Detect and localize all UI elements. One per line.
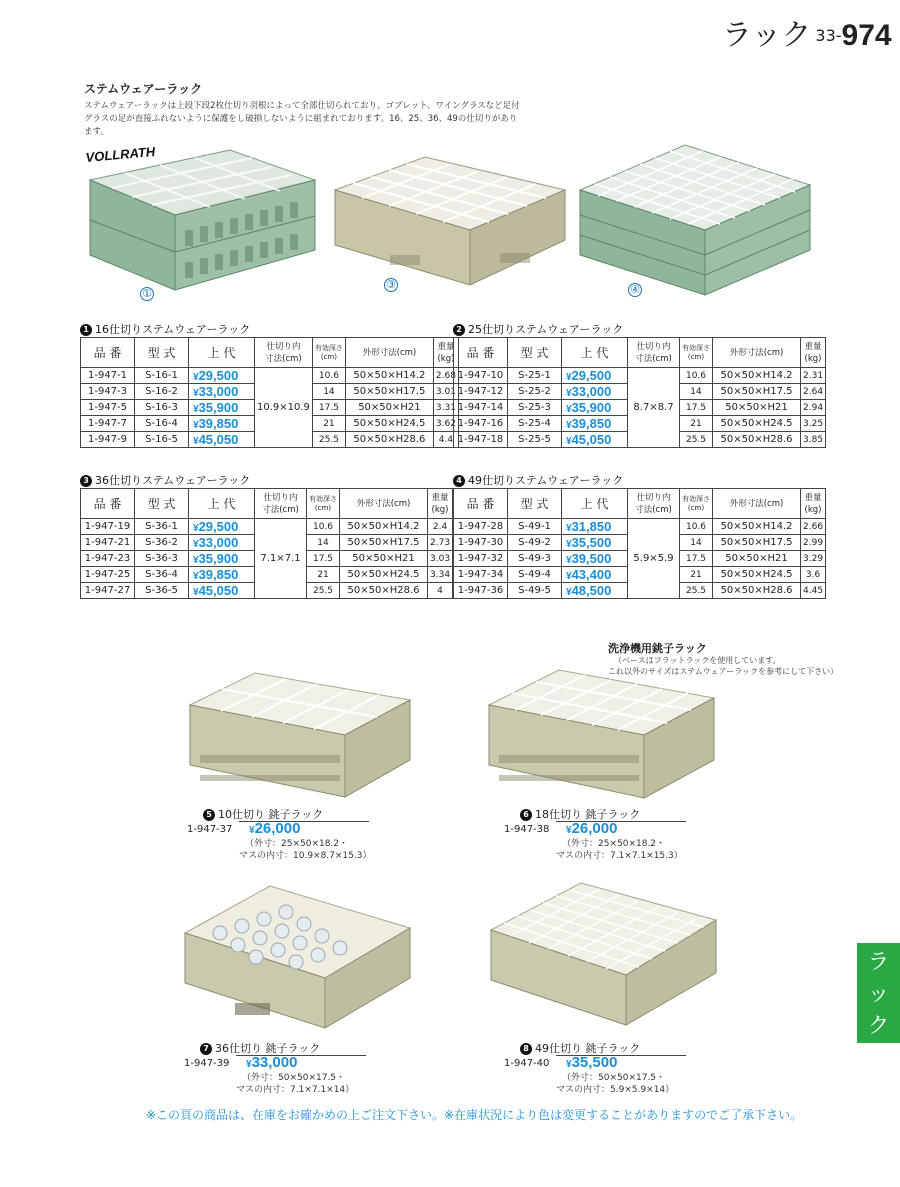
section-title: ステムウェアーラック xyxy=(84,82,203,96)
model-cell: S-25-2 xyxy=(508,384,562,400)
col-partition: 仕切り内 寸法(cm) xyxy=(255,489,307,519)
depth-cell: 14 xyxy=(680,535,713,551)
outer-cell: 50×50×H21 xyxy=(713,400,801,416)
depth-cell: 21 xyxy=(680,416,713,432)
price-cell: ¥39,850 xyxy=(189,567,255,583)
weight-cell: 4.45 xyxy=(801,583,826,599)
item-no-cell: 1-947-18 xyxy=(454,432,508,448)
chopper-note-1: （外寸：50×50×17.5・ xyxy=(242,1073,346,1083)
outer-cell: 50×50×H14.2 xyxy=(713,519,801,535)
model-cell: S-49-5 xyxy=(508,583,562,599)
item-no-cell: 1-947-5 xyxy=(81,400,135,416)
item-no-cell: 1-947-7 xyxy=(81,416,135,432)
table-title-36: 3 36仕切りステムウェアーラック xyxy=(80,472,250,488)
price-cell: ¥29,500 xyxy=(189,368,255,384)
col-model: 型 式 xyxy=(508,489,562,519)
item-no-cell: 1-947-14 xyxy=(454,400,508,416)
weight-cell: 4.4 xyxy=(433,432,458,448)
weight-cell: 2.4 xyxy=(428,519,453,535)
col-partition: 仕切り内 寸法(cm) xyxy=(255,338,313,368)
depth-cell: 10.6 xyxy=(680,368,713,384)
col-outer: 外形寸法(cm) xyxy=(345,338,433,368)
model-cell: S-49-2 xyxy=(508,535,562,551)
depth-cell: 10.6 xyxy=(307,519,340,535)
side-tab-rack[interactable] xyxy=(857,943,900,1043)
item-no-cell: 1-947-9 xyxy=(81,432,135,448)
partition-cell: 7.1×7.1 xyxy=(255,519,307,599)
table-title-25: 2 25仕切りステムウェアーラック xyxy=(453,321,623,337)
bullet-4: 4 xyxy=(453,475,465,487)
col-outer: 外形寸法(cm) xyxy=(340,489,428,519)
chopper-price: ¥26,000 xyxy=(566,820,618,837)
outer-cell: 50×50×H28.6 xyxy=(345,432,433,448)
chopper-note-1: （外寸：25×50×18.2・ xyxy=(245,839,349,849)
item-no-cell: 1-947-28 xyxy=(454,519,508,535)
weight-cell: 3.03 xyxy=(428,551,453,567)
bullet-6: 6 xyxy=(520,809,532,821)
item-no-cell: 1-947-25 xyxy=(81,567,135,583)
chopper-code: 1-947-38 xyxy=(504,824,550,835)
outer-cell: 50×50×H17.5 xyxy=(340,535,428,551)
depth-cell: 17.5 xyxy=(680,400,713,416)
weight-cell: 2.64 xyxy=(801,384,826,400)
outer-cell: 50×50×H17.5 xyxy=(345,384,433,400)
model-cell: S-25-4 xyxy=(508,416,562,432)
depth-cell: 25.5 xyxy=(680,583,713,599)
model-cell: S-25-3 xyxy=(508,400,562,416)
col-depth: 有効深さ (cm) xyxy=(312,338,345,368)
model-cell: S-49-3 xyxy=(508,551,562,567)
col-outer: 外形寸法(cm) xyxy=(713,338,801,368)
col-depth: 有効深さ (cm) xyxy=(680,338,713,368)
depth-cell: 10.6 xyxy=(312,368,345,384)
chopper-note-2: マスの内寸：10.9×8.7×15.3） xyxy=(239,851,372,861)
weight-cell: 3.34 xyxy=(428,567,453,583)
model-cell: S-36-3 xyxy=(135,551,189,567)
chopper-rack-photo-36 xyxy=(180,878,415,1033)
col-price: 上 代 xyxy=(562,489,628,519)
chopper-title: 8 49仕切り 銚子ラック xyxy=(520,1040,640,1056)
col-item-no: 品 番 xyxy=(81,338,135,368)
outer-cell: 50×50×H14.2 xyxy=(713,368,801,384)
washer-note-1: （ベースはフラットラックを使用しています。 xyxy=(614,656,781,665)
model-cell: S-16-4 xyxy=(135,416,189,432)
page-number: 974 xyxy=(841,19,892,52)
table-title-16: 1 16仕切りステムウェアーラック xyxy=(80,321,250,337)
price-cell: ¥39,850 xyxy=(562,416,628,432)
model-cell: S-49-1 xyxy=(508,519,562,535)
model-cell: S-16-5 xyxy=(135,432,189,448)
item-no-cell: 1-947-34 xyxy=(454,567,508,583)
washer-title: 洗浄機用銚子ラック xyxy=(608,642,707,655)
col-price: 上 代 xyxy=(189,489,255,519)
price-cell: ¥35,900 xyxy=(189,400,255,416)
outer-cell: 50×50×H24.5 xyxy=(340,567,428,583)
depth-cell: 17.5 xyxy=(680,551,713,567)
model-cell: S-36-2 xyxy=(135,535,189,551)
col-partition: 仕切り内 寸法(cm) xyxy=(628,338,680,368)
photo-label-4: ④ xyxy=(628,283,642,297)
model-cell: S-25-1 xyxy=(508,368,562,384)
outer-cell: 50×50×H28.6 xyxy=(713,583,801,599)
weight-cell: 3.01 xyxy=(433,384,458,400)
item-no-cell: 1-947-16 xyxy=(454,416,508,432)
price-cell: ¥35,900 xyxy=(562,400,628,416)
chopper-code: 1-947-37 xyxy=(187,824,233,835)
depth-cell: 21 xyxy=(680,567,713,583)
price-cell: ¥39,500 xyxy=(562,551,628,567)
depth-cell: 14 xyxy=(307,535,340,551)
outer-cell: 50×50×H14.2 xyxy=(345,368,433,384)
price-cell: ¥31,850 xyxy=(562,519,628,535)
outer-cell: 50×50×H24.5 xyxy=(713,567,801,583)
weight-cell: 2.68 xyxy=(433,368,458,384)
side-tab-char: ク xyxy=(867,1014,890,1039)
price-cell: ¥33,000 xyxy=(562,384,628,400)
depth-cell: 17.5 xyxy=(312,400,345,416)
bullet-8: 8 xyxy=(520,1043,532,1055)
chopper-note-2: マスの内寸：7.1×7.1×15.3） xyxy=(556,851,683,861)
price-cell: ¥48,500 xyxy=(562,583,628,599)
rack-photo-49 xyxy=(575,135,815,300)
depth-cell: 14 xyxy=(312,384,345,400)
rack-photo-16 xyxy=(80,140,325,300)
side-tab-char: ラ xyxy=(867,950,890,975)
col-weight: 重量 (kg) xyxy=(801,338,826,368)
table-header-row xyxy=(454,489,826,519)
depth-cell: 14 xyxy=(680,384,713,400)
weight-cell: 2.73 xyxy=(428,535,453,551)
chopper-price: ¥35,500 xyxy=(566,1054,618,1071)
photo-label-1: ① xyxy=(140,287,154,301)
chopper-title: 6 18仕切り 銚子ラック xyxy=(520,806,640,822)
price-cell: ¥33,000 xyxy=(189,384,255,400)
chopper-price: ¥33,000 xyxy=(246,1054,298,1071)
item-no-cell: 1-947-3 xyxy=(81,384,135,400)
item-no-cell: 1-947-12 xyxy=(454,384,508,400)
col-model: 型 式 xyxy=(135,338,189,368)
price-cell: ¥43,400 xyxy=(562,567,628,583)
weight-cell: 3.25 xyxy=(801,416,826,432)
weight-cell: 3.29 xyxy=(801,551,826,567)
model-cell: S-16-2 xyxy=(135,384,189,400)
item-no-cell: 1-947-32 xyxy=(454,551,508,567)
chopper-code: 1-947-40 xyxy=(504,1058,550,1069)
weight-cell: 3.6 xyxy=(801,567,826,583)
outer-cell: 50×50×H17.5 xyxy=(713,535,801,551)
model-cell: S-36-1 xyxy=(135,519,189,535)
spec-table-3 xyxy=(453,488,826,599)
bullet-5: 5 xyxy=(203,809,215,821)
chopper-title: 5 10仕切り 銚子ラック xyxy=(203,806,323,822)
spec-table-0 xyxy=(80,337,459,448)
col-item-no: 品 番 xyxy=(81,489,135,519)
item-no-cell: 1-947-30 xyxy=(454,535,508,551)
item-no-cell: 1-947-19 xyxy=(81,519,135,535)
chopper-rack-photo-10 xyxy=(185,665,415,805)
item-no-cell: 1-947-10 xyxy=(454,368,508,384)
side-tab-char: ッ xyxy=(867,982,890,1007)
table-row xyxy=(454,519,826,535)
bullet-7: 7 xyxy=(200,1043,212,1055)
chopper-note-2: マスの内寸：5.9×5.9×14） xyxy=(556,1085,675,1095)
table-header-row xyxy=(81,338,459,368)
price-cell: ¥29,500 xyxy=(562,368,628,384)
outer-cell: 50×50×H24.5 xyxy=(713,416,801,432)
outer-cell: 50×50×H14.2 xyxy=(340,519,428,535)
col-item-no: 品 番 xyxy=(454,338,508,368)
table-title-49: 4 49仕切りステムウェアーラック xyxy=(453,472,623,488)
outer-cell: 50×50×H21 xyxy=(345,400,433,416)
price-cell: ¥45,050 xyxy=(189,583,255,599)
weight-cell: 3.62 xyxy=(433,416,458,432)
col-weight: 重量 (kg) xyxy=(433,338,458,368)
brand-logo: VOLLRATH xyxy=(84,143,156,165)
table-row xyxy=(81,368,459,384)
model-cell: S-36-5 xyxy=(135,583,189,599)
chopper-code: 1-947-39 xyxy=(184,1058,230,1069)
outer-cell: 50×50×H17.5 xyxy=(713,384,801,400)
col-item-no: 品 番 xyxy=(454,489,508,519)
item-no-cell: 1-947-1 xyxy=(81,368,135,384)
model-cell: S-25-5 xyxy=(508,432,562,448)
col-weight: 重量 (kg) xyxy=(801,489,826,519)
col-model: 型 式 xyxy=(508,338,562,368)
price-cell: ¥33,000 xyxy=(189,535,255,551)
weight-cell: 2.31 xyxy=(801,368,826,384)
table-header-row xyxy=(454,338,826,368)
item-no-cell: 1-947-23 xyxy=(81,551,135,567)
col-outer: 外形寸法(cm) xyxy=(713,489,801,519)
weight-cell: 2.94 xyxy=(801,400,826,416)
chopper-price: ¥26,000 xyxy=(249,820,301,837)
col-depth: 有効深さ (cm) xyxy=(680,489,713,519)
bullet-1: 1 xyxy=(80,324,92,336)
bullet-3: 3 xyxy=(80,475,92,487)
item-no-cell: 1-947-36 xyxy=(454,583,508,599)
partition-cell: 5.9×5.9 xyxy=(628,519,680,599)
model-cell: S-16-3 xyxy=(135,400,189,416)
footer-note: ※この頁の商品は、在庫をお確かめの上ご注文下さい。※在庫状況により色は変更することがありますのでご了承下さい。 xyxy=(146,1108,803,1122)
chopper-note-1: （外寸：25×50×18.2・ xyxy=(562,839,666,849)
weight-cell: 3.31 xyxy=(433,400,458,416)
chopper-title: 7 36仕切り 銚子ラック xyxy=(200,1040,320,1056)
depth-cell: 21 xyxy=(307,567,340,583)
weight-cell: 2.99 xyxy=(801,535,826,551)
model-cell: S-49-4 xyxy=(508,567,562,583)
category-title: ラック xyxy=(722,18,812,53)
col-price: 上 代 xyxy=(562,338,628,368)
outer-cell: 50×50×H24.5 xyxy=(345,416,433,432)
table-row xyxy=(454,368,826,384)
outer-cell: 50×50×H28.6 xyxy=(713,432,801,448)
chopper-note-1: （外寸：50×50×17.5・ xyxy=(562,1073,666,1083)
model-cell: S-36-4 xyxy=(135,567,189,583)
weight-cell: 3.85 xyxy=(801,432,826,448)
price-cell: ¥35,900 xyxy=(189,551,255,567)
price-cell: ¥39,850 xyxy=(189,416,255,432)
depth-cell: 17.5 xyxy=(307,551,340,567)
item-no-cell: 1-947-21 xyxy=(81,535,135,551)
page-header xyxy=(722,18,892,54)
outer-cell: 50×50×H21 xyxy=(340,551,428,567)
spec-table-2 xyxy=(80,488,453,599)
partition-cell: 10.9×10.9 xyxy=(255,368,313,448)
weight-cell: 2.66 xyxy=(801,519,826,535)
col-depth: 有効深さ (cm) xyxy=(307,489,340,519)
table-header-row xyxy=(81,489,453,519)
section-description: ステムウェアーラックは上段下段2枚仕切り羽根によって全部仕切られており、ゴブレット、ワイングラスなど足付グラスの足が直接ふれないように保護をし破損しないように組まれております。16、25、36、49の仕切りがあります。 xyxy=(84,101,520,137)
model-cell: S-16-1 xyxy=(135,368,189,384)
price-cell: ¥35,500 xyxy=(562,535,628,551)
chopper-note-2: マスの内寸：7.1×7.1×14） xyxy=(236,1085,355,1095)
depth-cell: 21 xyxy=(312,416,345,432)
col-partition: 仕切り内 寸法(cm) xyxy=(628,489,680,519)
depth-cell: 10.6 xyxy=(680,519,713,535)
page-prefix: 33- xyxy=(815,26,842,45)
outer-cell: 50×50×H21 xyxy=(713,551,801,567)
depth-cell: 25.5 xyxy=(307,583,340,599)
photo-label-3: ③ xyxy=(384,278,398,292)
col-model: 型 式 xyxy=(135,489,189,519)
chopper-rack-photo-18 xyxy=(484,660,719,805)
depth-cell: 25.5 xyxy=(312,432,345,448)
item-no-cell: 1-947-27 xyxy=(81,583,135,599)
price-cell: ¥29,500 xyxy=(189,519,255,535)
col-weight: 重量 (kg) xyxy=(428,489,453,519)
bullet-2: 2 xyxy=(453,324,465,336)
chopper-rack-photo-49 xyxy=(486,875,721,1030)
partition-cell: 8.7×8.7 xyxy=(628,368,680,448)
price-cell: ¥45,050 xyxy=(562,432,628,448)
col-price: 上 代 xyxy=(189,338,255,368)
outer-cell: 50×50×H28.6 xyxy=(340,583,428,599)
washer-note-2: これ以外のサイズはステムウェアーラックを参考にして下さい） xyxy=(608,667,839,676)
weight-cell: 4 xyxy=(428,583,453,599)
spec-table-1 xyxy=(453,337,826,448)
table-row xyxy=(81,519,453,535)
rack-photo-25 xyxy=(330,145,570,295)
price-cell: ¥45,050 xyxy=(189,432,255,448)
depth-cell: 25.5 xyxy=(680,432,713,448)
